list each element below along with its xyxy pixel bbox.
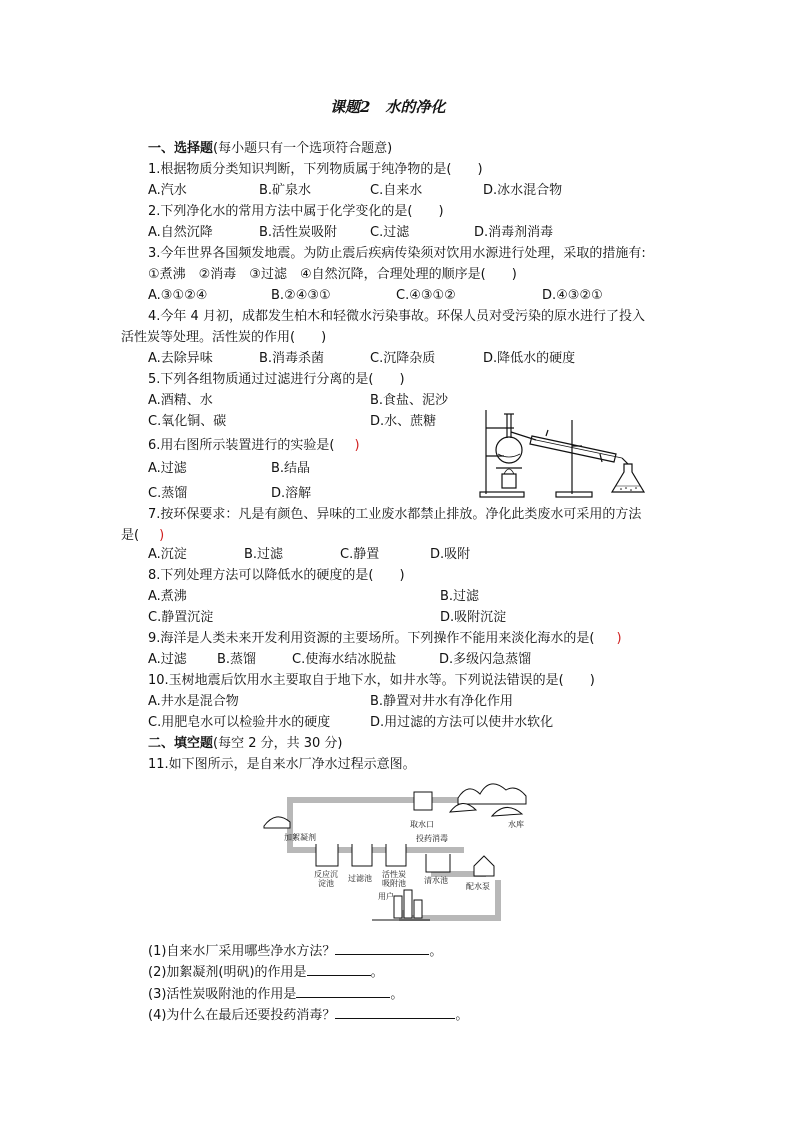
water-treatment-drawing: [254, 770, 554, 930]
q7-option-a: A.沉淀: [148, 547, 187, 562]
distillation-apparatus-figure: [476, 406, 656, 502]
q2-option-c: C.过滤: [370, 225, 410, 240]
section-note: (每小题只有一个选项符合题意): [213, 141, 393, 156]
q6-option-d: D.溶解: [271, 486, 312, 501]
q9-paren: ): [616, 631, 622, 646]
label-carbon-tank: [382, 870, 406, 888]
q11-sub-3: [148, 985, 403, 1004]
q5-option-b: B.食盐、泥沙: [370, 393, 449, 408]
question-4-stem-line2: 活性炭等处理。活性炭的作用( ): [121, 330, 327, 345]
q1-option-d: D.冰水混合物: [483, 183, 563, 198]
question-11-stem: 11.如下图所示，是自来水厂净水过程示意图。: [148, 757, 416, 772]
period: 。: [370, 965, 384, 980]
q6-option-a: A.过滤: [148, 461, 187, 476]
water-treatment-diagram: [254, 770, 554, 930]
question-1-stem: 1.根据物质分类知识判断，下列物质属于纯净物的是( ): [148, 162, 483, 177]
q9-option-a: A.过滤: [148, 652, 187, 667]
q9-option-d: D.多级闪急蒸馏: [439, 652, 532, 667]
q11-sub-1-text: (1)自来水厂采用哪些净水方法？: [148, 944, 336, 959]
page-title: 课题2 水的净化: [330, 98, 446, 116]
label-sediment-tank: [314, 870, 338, 888]
label-carbon-line1: 活性炭: [382, 870, 406, 879]
q11-sub-2-text: (2)加絮凝剂(明矾)的作用是: [148, 965, 307, 980]
answer-blank-3[interactable]: [296, 985, 390, 998]
q1-option-a: A.汽水: [148, 183, 187, 198]
period: 。: [390, 987, 404, 1002]
label-filter-tank: 过滤池: [348, 874, 372, 883]
label-clear-tank: 清水池: [424, 876, 448, 885]
q4-option-a: A.去除异味: [148, 351, 213, 366]
q6-option-b: B.结晶: [271, 461, 311, 476]
q8-option-a: A.煮沸: [148, 589, 187, 604]
question-3-stem-line1: 3.今年世界各国频发地震。为防止震后疾病传染须对饮用水源进行处理，采取的措施有:: [148, 246, 646, 261]
q9-option-c: C.使海水结冰脱盐: [292, 652, 397, 667]
q3-option-a: A.③①②④: [148, 288, 208, 303]
q10-option-d: D.用过滤的方法可以使井水软化: [370, 715, 554, 730]
q2-option-a: A.自然沉降: [148, 225, 213, 240]
section-label: 一、选择题: [148, 141, 214, 156]
q11-sub-1: [148, 942, 442, 961]
question-7-stem-line1: 7.按环保要求：凡是有颜色、异味的工业废水都禁止排放。净化此类废水可采用的方法: [148, 507, 642, 522]
label-reservoir: 水库: [508, 820, 524, 829]
question-4-stem-line1: 4.今年 4 月初，成都发生柏木和轻微水污染事故。环保人员对受污染的原水进行了投入: [148, 309, 645, 324]
question-7-stem-line2: [121, 527, 164, 545]
q1-option-b: B.矿泉水: [259, 183, 312, 198]
answer-blank-2[interactable]: [307, 963, 371, 976]
q11-sub-3-text: (3)活性炭吸附池的作用是: [148, 987, 297, 1002]
answer-blank-1[interactable]: [335, 942, 429, 955]
q9-option-b: B.蒸馏: [217, 652, 257, 667]
q6-paren: ): [354, 438, 360, 453]
q5-option-a: A.酒精、水: [148, 393, 213, 408]
q3-option-b: B.②④③①: [271, 288, 331, 303]
question-9-stem: [148, 630, 622, 648]
label-coagulant: 加絮凝剂: [284, 833, 316, 842]
label-sediment-line2: 淀池: [318, 879, 334, 888]
q7-option-d: D.吸附: [430, 547, 471, 562]
q7-option-b: B.过滤: [244, 547, 284, 562]
question-2-stem: 2.下列净化水的常用方法中属于化学变化的是( ): [148, 204, 444, 219]
label-user: 用户: [378, 892, 394, 901]
question-6-stem: [148, 437, 360, 455]
section-label: 二、填空题: [148, 736, 214, 751]
q3-option-d: D.④③②①: [542, 288, 603, 303]
label-pump: 配水泵: [466, 882, 490, 891]
q6-stem-text: 6.用右图所示装置进行的实验是(: [148, 438, 335, 453]
q8-option-c: C.静置沉淀: [148, 610, 214, 625]
section-note: (每空 2 分，共 30 分): [213, 736, 343, 751]
period: 。: [429, 944, 443, 959]
q2-option-d: D.消毒剂消毒: [474, 225, 554, 240]
q9-stem-text: 9.海洋是人类未来开发利用资源的主要场所。下列操作不能用来淡化海水的是(: [148, 631, 595, 646]
answer-blank-4[interactable]: [335, 1006, 455, 1019]
q10-option-c: C.用肥皂水可以检验井水的硬度: [148, 715, 331, 730]
period: 。: [455, 1008, 469, 1023]
q10-option-a: A.井水是混合物: [148, 694, 239, 709]
q7-option-c: C.静置: [340, 547, 380, 562]
question-5-stem: 5.下列各组物质通过过滤进行分离的是( ): [148, 372, 405, 387]
q5-option-c: C.氧化铜、碳: [148, 414, 227, 429]
question-8-stem: 8.下列处理方法可以降低水的硬度的是( ): [148, 568, 405, 583]
q10-option-b: B.静置对井水有净化作用: [370, 694, 514, 709]
q4-option-b: B.消毒杀菌: [259, 351, 325, 366]
q4-option-c: C.沉降杂质: [370, 351, 436, 366]
q8-option-d: D.吸附沉淀: [440, 610, 507, 625]
q7-stem-text: 是(: [121, 528, 140, 543]
q7-paren: ): [159, 528, 165, 543]
q6-option-c: C.蒸馏: [148, 486, 188, 501]
label-disinfect: 投药消毒: [416, 834, 448, 843]
label-intake: 取水口: [410, 820, 434, 829]
question-3-stem-line2: ①煮沸 ②消毒 ③过滤 ④自然沉降，合理处理的顺序是( ): [148, 267, 517, 282]
q5-option-d: D.水、蔗糖: [370, 414, 437, 429]
q8-option-b: B.过滤: [440, 589, 480, 604]
question-10-stem: 10.玉树地震后饮用水主要取自于地下水，如井水等。下列说法错误的是( ): [148, 673, 595, 688]
q11-sub-2: [148, 963, 384, 982]
section-heading-fill: [148, 735, 343, 753]
q11-sub-4: [148, 1006, 468, 1025]
q3-option-c: C.④③①②: [396, 288, 456, 303]
label-sediment-line1: 反应沉: [314, 870, 338, 879]
q11-sub-4-text: (4)为什么在最后还要投药消毒？: [148, 1008, 336, 1023]
q1-option-c: C.自来水: [370, 183, 423, 198]
q4-option-d: D.降低水的硬度: [483, 351, 576, 366]
q2-option-b: B.活性炭吸附: [259, 225, 338, 240]
label-carbon-line2: 吸附池: [382, 879, 406, 888]
section-heading-choice: [148, 140, 392, 158]
